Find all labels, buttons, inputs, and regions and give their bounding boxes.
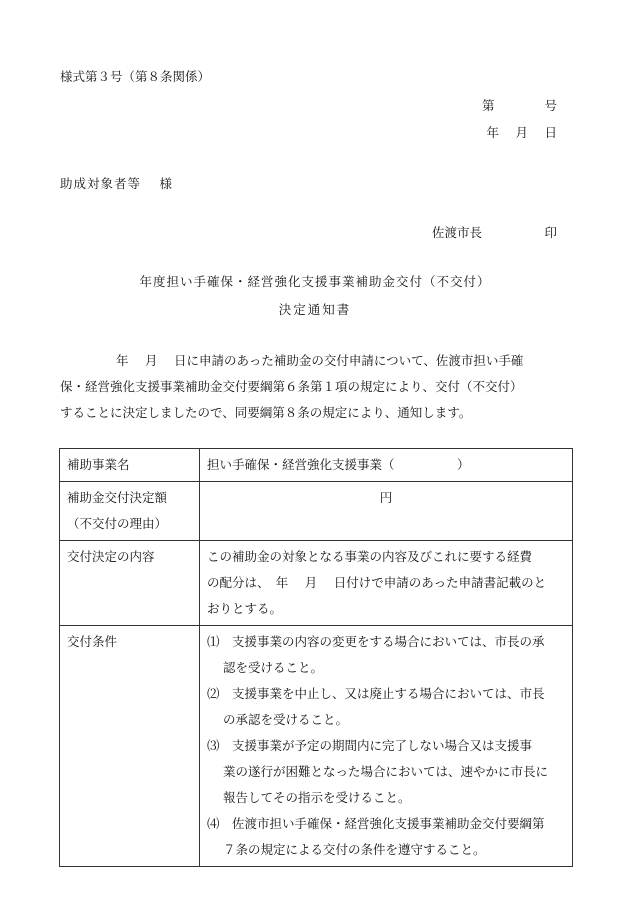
table-row-decision-content <box>60 541 573 626</box>
issuer-seal: 佐渡市長 印 <box>431 225 557 240</box>
table-label <box>60 482 200 541</box>
document-number: 第 号 <box>481 98 557 113</box>
value-text: 担い手確保・経営強化支援事業（ ） <box>207 457 470 472</box>
condition-text: ⑴ 支援事業の内容の変更をする場合においては、市長の承 <box>207 634 545 649</box>
condition-text: 業の遂行が困難となった場合においては、速やかに市長に <box>223 764 549 779</box>
condition-item <box>207 733 565 811</box>
value-text: おりとする。 <box>207 601 283 616</box>
recipient-name: 助成対象者等 様 <box>60 176 173 191</box>
label-text: 交付条件 <box>67 634 118 649</box>
notice-body <box>60 348 580 426</box>
table-row-project-name <box>60 449 573 482</box>
table-value <box>200 449 573 482</box>
value-text: この補助金の対象となる事業の内容及びこれに要する経費 <box>207 549 533 564</box>
table-row-conditions <box>60 626 573 867</box>
condition-text: ⑷ 佐渡市担い手確保・経営強化支援事業補助金交付要綱第 <box>207 816 545 831</box>
label-text: （不交付の理由） <box>67 516 168 531</box>
condition-text: ⑵ 支援事業を中止し、又は廃止する場合においては、市長 <box>207 686 545 701</box>
table-row-grant-amount <box>60 482 573 541</box>
condition-text: ７条の規定による交付の条件を遵守すること。 <box>223 842 486 857</box>
body-line: 保・経営強化支援事業補助金交付要綱第６条第１項の規定により、交付（不交付） <box>60 379 523 394</box>
condition-item <box>207 681 565 733</box>
form-number: 様式第３号（第８条関係） <box>60 69 211 84</box>
table-label <box>60 626 200 867</box>
amount-unit: 円 <box>379 490 393 505</box>
body-line: することに決定しましたので、同要綱第８条の規定により、通知します。 <box>60 405 472 420</box>
condition-item <box>207 629 565 681</box>
condition-text: 報告してその指示を受けること。 <box>223 790 411 805</box>
table-value <box>200 482 573 541</box>
label-text: 補助金交付決定額 <box>67 490 168 505</box>
table-label <box>60 541 200 626</box>
condition-text: の承認を受けること。 <box>223 712 349 727</box>
label-text: 補助事業名 <box>67 457 130 472</box>
label-text: 交付決定の内容 <box>67 549 155 564</box>
document-date: 年 月 日 <box>486 125 557 140</box>
condition-text: 認を受けること。 <box>223 660 324 675</box>
body-line: 年 月 日に申請のあった補助金の交付申請について、佐渡市担い手確 <box>116 353 524 368</box>
table-value <box>200 541 573 626</box>
grant-details-table <box>59 448 573 867</box>
condition-item <box>207 811 565 863</box>
table-value <box>200 626 573 867</box>
value-text: の配分は、 年 月 日付けで申請のあった申請書記載のと <box>207 575 547 590</box>
document-subtitle: 決定通知書 <box>278 302 352 317</box>
document-title: 年度担い手確保・経営強化支援事業補助金交付（不交付） <box>139 274 491 289</box>
condition-text: ⑶ 支援事業が予定の期間内に完了しない場合又は支援事 <box>207 738 533 753</box>
table-label <box>60 449 200 482</box>
